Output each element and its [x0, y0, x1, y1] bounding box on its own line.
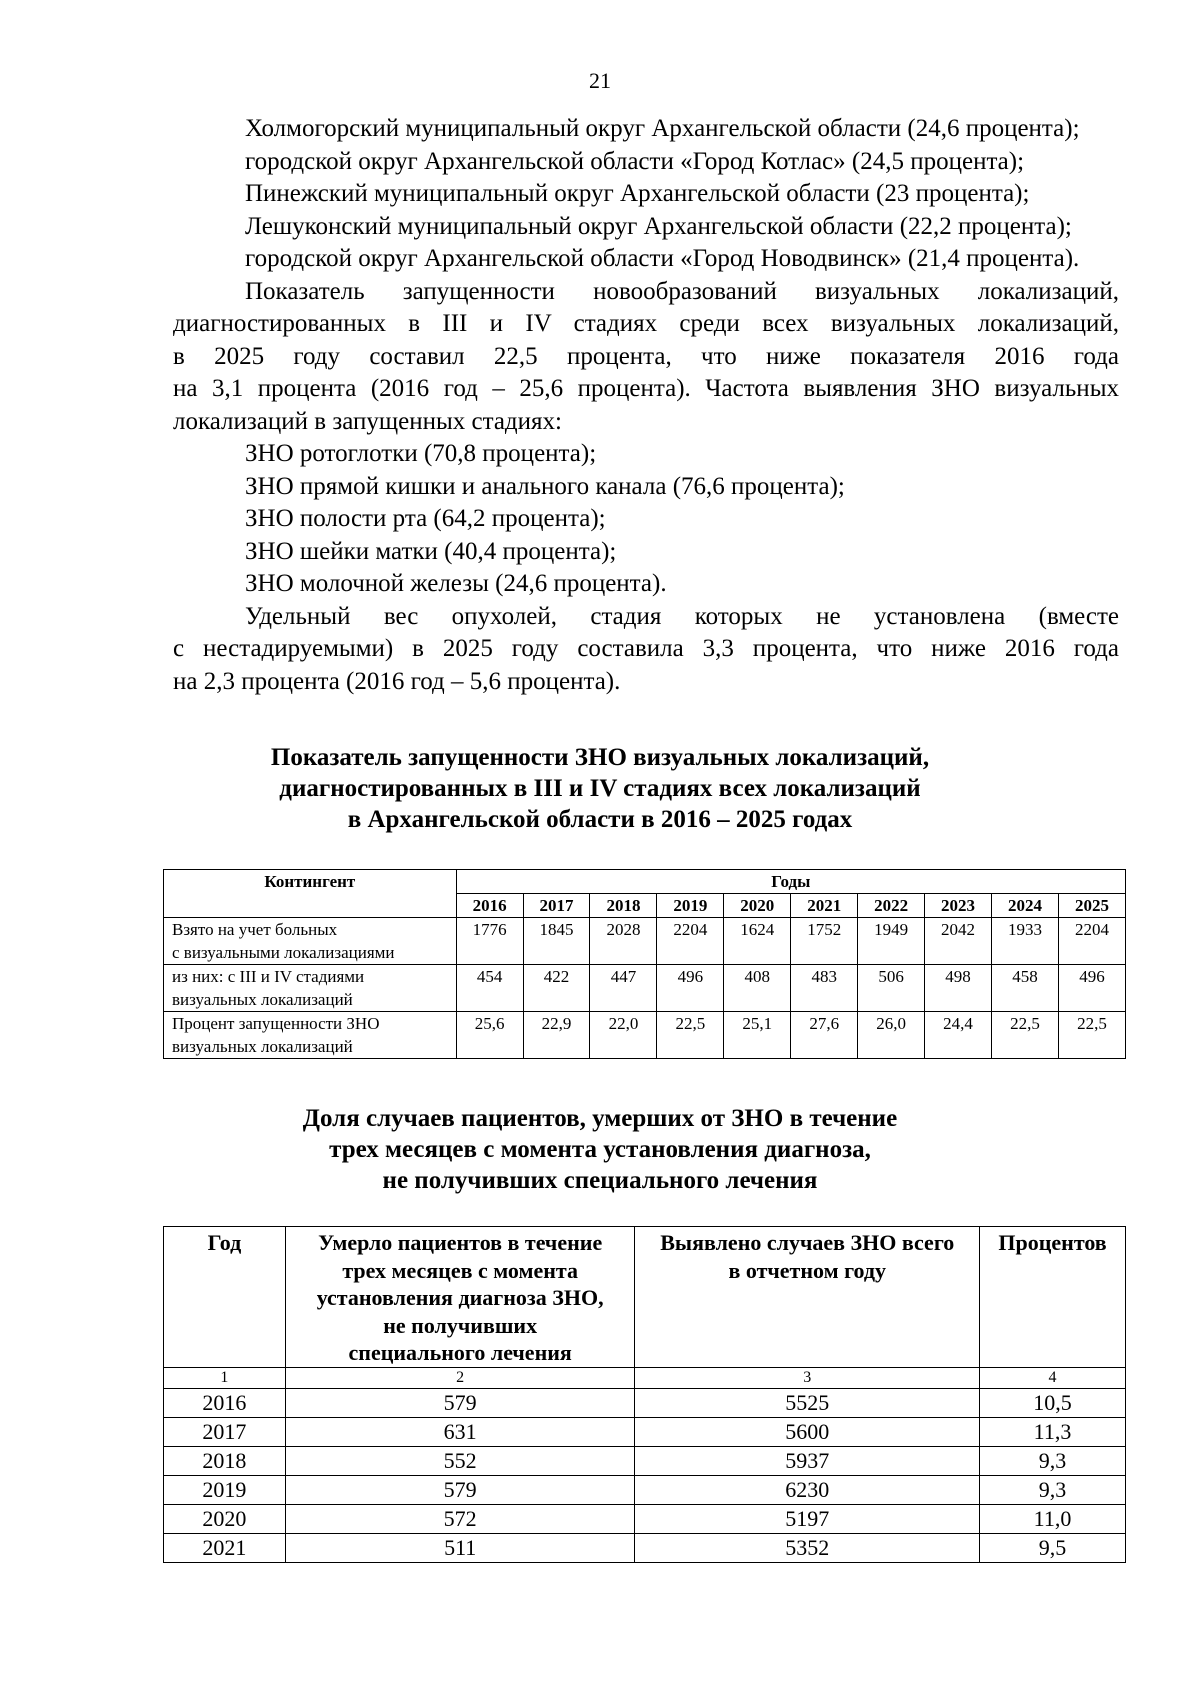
column-number-row — [164, 1367, 1126, 1388]
table-cell: 496 — [1058, 965, 1125, 1012]
year-header: 2018 — [590, 894, 657, 918]
table-cell: 11,0 — [980, 1504, 1126, 1533]
table-cell: 422 — [523, 965, 590, 1012]
year-header: 2023 — [925, 894, 992, 918]
table-row — [164, 1475, 1126, 1504]
table-cell: 22,5 — [992, 1012, 1059, 1059]
table-row — [164, 1533, 1126, 1562]
table-cell: 579 — [285, 1388, 635, 1417]
table-cell: 11,3 — [980, 1417, 1126, 1446]
column-header-line: специального лечения — [348, 1340, 572, 1365]
paragraph-line: на 2,3 процента (2016 год – 5,6 процента). — [173, 667, 621, 695]
column-number: 1 — [164, 1367, 286, 1388]
table-row — [164, 918, 1126, 965]
table-cell: 498 — [925, 965, 992, 1012]
row-label-line: визуальных локализаций — [172, 1037, 353, 1056]
table-cell: 5600 — [635, 1417, 980, 1446]
paragraph-line: ЗНО молочной железы (24,6 процента). — [245, 570, 667, 597]
table-cell: 25,1 — [724, 1012, 791, 1059]
table-row — [164, 965, 1126, 1012]
table-cell: 26,0 — [858, 1012, 925, 1059]
table-cell: 5352 — [635, 1533, 980, 1562]
table-cell: 552 — [285, 1446, 635, 1475]
body-text — [173, 113, 1119, 698]
paragraph-line: Холмогорский муниципальный округ Архангельской области (24,6 процента); — [245, 115, 1080, 142]
row-label — [164, 918, 457, 965]
table-row — [164, 1388, 1126, 1417]
year-header: 2024 — [992, 894, 1059, 918]
year-header: 2016 — [456, 894, 523, 918]
table-cell: 511 — [285, 1533, 635, 1562]
column-header — [980, 1227, 1126, 1368]
column-header-line: не получивших — [383, 1312, 538, 1338]
paragraph-line: ЗНО ротоглотки (70,8 процента); — [245, 440, 597, 467]
title-line: трех месяцев с момента установления диагноза, — [329, 1136, 871, 1163]
table-cell: 5937 — [635, 1446, 980, 1475]
table-cell: 1845 — [523, 918, 590, 965]
table-cell: 2020 — [164, 1504, 286, 1533]
table-row — [164, 1012, 1126, 1059]
row-label — [164, 965, 457, 1012]
table-deaths-without-treatment — [163, 1226, 1126, 1563]
paragraph-line: городской округ Архангельской области «Город Котлас» (24,5 процента); — [245, 147, 1025, 175]
table-cell: 408 — [724, 965, 791, 1012]
header-contingent: Контингент — [164, 870, 457, 918]
table-cell: 579 — [285, 1475, 635, 1504]
year-header: 2021 — [791, 894, 858, 918]
paragraph-line: городской округ Архангельской области «Город Новодвинск» (21,4 процента). — [245, 245, 1080, 272]
paragraph-line: диагностированных в III и IV стадиях среди всех визуальных локализаций, — [173, 310, 1119, 337]
table-cell: 9,3 — [980, 1475, 1126, 1504]
paragraph-line: ЗНО полости рта (64,2 процента); — [245, 505, 606, 532]
table-cell: 1949 — [858, 918, 925, 965]
table-cell: 631 — [285, 1417, 635, 1446]
table-cell: 2042 — [925, 918, 992, 965]
table-cell: 9,5 — [980, 1533, 1126, 1562]
column-number: 3 — [635, 1367, 980, 1388]
table-cell: 2028 — [590, 918, 657, 965]
table-cell: 572 — [285, 1504, 635, 1533]
paragraph-line: в 2025 году составил 22,5 процента, что ниже показателя 2016 года — [173, 342, 1119, 370]
column-header-line: трех месяцев с момента — [342, 1257, 579, 1283]
row-label-line: Процент запущенности ЗНО — [172, 1014, 380, 1033]
table-cell: 483 — [791, 965, 858, 1012]
table-cell: 22,0 — [590, 1012, 657, 1059]
row-label-line: с визуальными локализациями — [172, 943, 395, 962]
table-neglect-visual-localizations — [163, 869, 1126, 1059]
paragraph-line: Лешуконский муниципальный округ Архангельской области (22,2 процента); — [245, 212, 1072, 240]
title-line: Доля случаев пациентов, умерших от ЗНО в течение — [302, 1105, 898, 1132]
year-header: 2025 — [1058, 894, 1125, 918]
table-row — [164, 1417, 1126, 1446]
table-cell: 25,6 — [456, 1012, 523, 1059]
table-cell: 1624 — [724, 918, 791, 965]
year-header: 2020 — [724, 894, 791, 918]
table-cell: 496 — [657, 965, 724, 1012]
column-header-line: Умерло пациентов в течение — [318, 1230, 603, 1255]
column-number: 2 — [285, 1367, 635, 1388]
table-cell: 2019 — [164, 1475, 286, 1504]
table-cell: 27,6 — [791, 1012, 858, 1059]
table-cell: 9,3 — [980, 1446, 1126, 1475]
title-line: не получивших специального лечения — [382, 1167, 818, 1194]
column-number: 4 — [980, 1367, 1126, 1388]
table-cell: 1933 — [992, 918, 1059, 965]
column-header — [285, 1227, 635, 1368]
table-cell: 447 — [590, 965, 657, 1012]
table-cell: 22,5 — [657, 1012, 724, 1059]
table-cell: 22,5 — [1058, 1012, 1125, 1059]
table-cell: 6230 — [635, 1475, 980, 1504]
table-cell: 2017 — [164, 1417, 286, 1446]
column-header-line: в отчетном году — [728, 1257, 887, 1283]
title-line: в Архангельской области в 2016 – 2025 годах — [347, 806, 853, 833]
paragraph-line: с нестадируемыми) в 2025 году составила 3,3 процента, что ниже 2016 года — [173, 635, 1119, 662]
column-header-line: Процентов — [998, 1230, 1107, 1255]
table-cell: 5525 — [635, 1388, 980, 1417]
row-label — [164, 1012, 457, 1059]
table1-title — [0, 742, 1200, 835]
row-label-line: из них: с III и IV стадиями — [172, 967, 365, 986]
paragraph-line: на 3,1 процента (2016 год – 25,6 процента). Частота выявления ЗНО визуальных — [173, 375, 1119, 402]
table-row — [164, 1446, 1126, 1475]
page-number: 21 — [589, 68, 611, 93]
paragraph-line: Показатель запущенности новообразований визуальных локализаций, — [245, 277, 1119, 305]
row-label-line: визуальных локализаций — [172, 990, 353, 1009]
paragraph-line: Пинежский муниципальный округ Архангельской области (23 процента); — [245, 180, 1030, 207]
year-header: 2017 — [523, 894, 590, 918]
title-line: Показатель запущенности ЗНО визуальных локализаций, — [270, 744, 930, 771]
year-header: 2019 — [657, 894, 724, 918]
table-cell: 24,4 — [925, 1012, 992, 1059]
paragraph-line: локализаций в запущенных стадиях: — [173, 407, 562, 435]
column-header — [164, 1227, 286, 1368]
table-cell: 2018 — [164, 1446, 286, 1475]
row-label-line: Взято на учет больных — [172, 920, 338, 939]
table-cell: 10,5 — [980, 1388, 1126, 1417]
column-header-line: Год — [207, 1230, 242, 1255]
paragraph-line: Удельный вес опухолей, стадия которых не установлена (вместе — [245, 602, 1119, 630]
column-header — [635, 1227, 980, 1368]
table-cell: 2021 — [164, 1533, 286, 1562]
table-cell: 1752 — [791, 918, 858, 965]
table-cell: 5197 — [635, 1504, 980, 1533]
year-header: 2022 — [858, 894, 925, 918]
column-header-line: Выявлено случаев ЗНО всего — [660, 1230, 955, 1255]
table-cell: 1776 — [456, 918, 523, 965]
paragraph-line: ЗНО прямой кишки и анального канала (76,6 процента); — [245, 472, 845, 500]
table-cell: 2204 — [1058, 918, 1125, 965]
table-cell: 506 — [858, 965, 925, 1012]
table-cell: 458 — [992, 965, 1059, 1012]
table-cell: 454 — [456, 965, 523, 1012]
table-cell: 2204 — [657, 918, 724, 965]
title-line: диагностированных в III и IV стадиях всех локализаций — [279, 775, 921, 802]
column-header-line: установления диагноза ЗНО, — [316, 1285, 604, 1310]
paragraph-line: ЗНО шейки матки (40,4 процента); — [245, 537, 617, 565]
table-cell: 22,9 — [523, 1012, 590, 1059]
table2-title — [0, 1103, 1200, 1196]
header-years: Годы — [456, 870, 1125, 894]
table-cell: 2016 — [164, 1388, 286, 1417]
table-row — [164, 1504, 1126, 1533]
